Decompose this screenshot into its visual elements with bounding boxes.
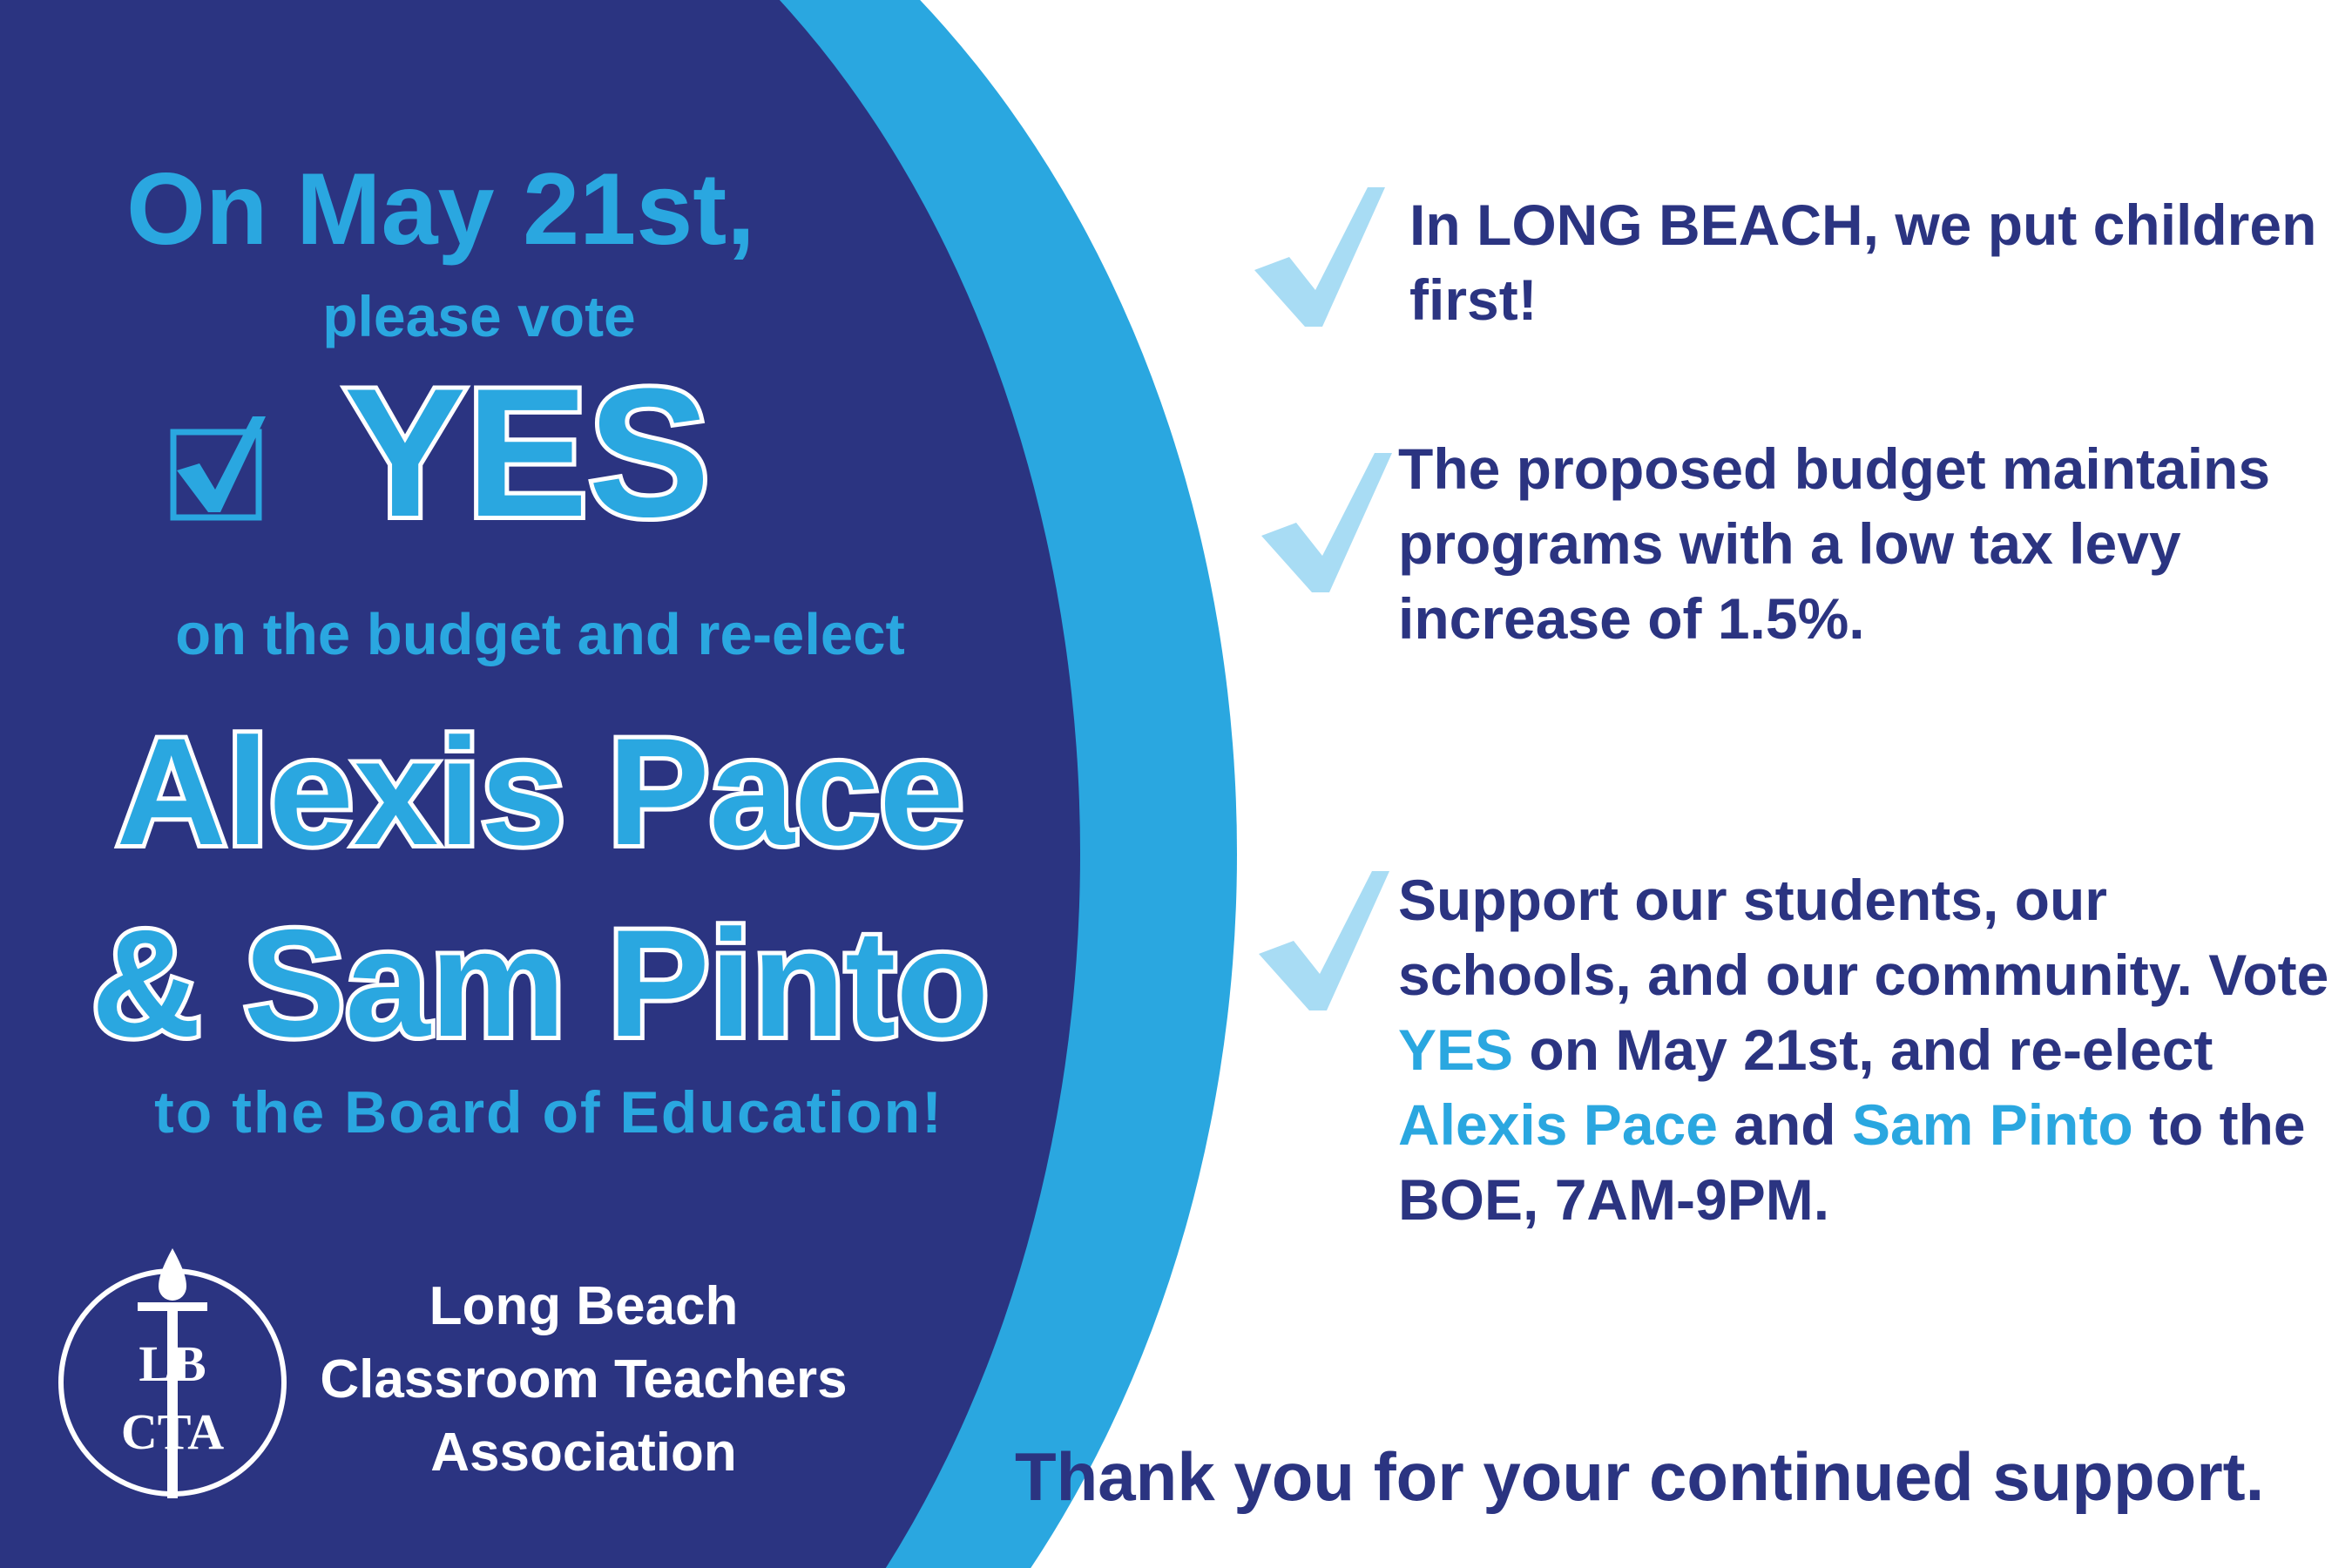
org-name [287, 1270, 880, 1490]
bullet-children-first [1409, 187, 2324, 337]
bullet3-text-2: on May 21st, and re-elect [1513, 1017, 2213, 1082]
yes-row [170, 350, 780, 555]
sam-pinto-highlight: Sam Pinto [1851, 1092, 2133, 1157]
yes-highlight: YES [1398, 1017, 1514, 1082]
checkmark-icon [1261, 453, 1392, 592]
checked-box-icon [170, 409, 266, 523]
bullet3-text-3: and [1717, 1092, 1852, 1157]
date-heading: On May 21st, [126, 152, 755, 266]
bullet3-text-4: to the BOE, 7AM-9PM. [1398, 1092, 2306, 1232]
bullet1-text-end: , we put children first! [1409, 193, 2317, 332]
candidate-alexis-pace: Alexis Pace [116, 707, 964, 877]
logo-letters-bottom: CTA [120, 1403, 225, 1460]
yes-heading: YES [344, 350, 711, 555]
bullet-budget: The proposed budget maintains programs with a low tax levy increase of 1.5%. [1398, 436, 2271, 651]
org-name-line-1: Long Beach [429, 1276, 739, 1336]
thank-you-text: Thank you for your continued support. [1015, 1438, 2265, 1515]
checkmark-icon [1259, 871, 1389, 1010]
org-name-line-2: Classroom Teachers [320, 1349, 848, 1409]
bullet-support [1398, 862, 2339, 1237]
bullet3-text-1: Support our students, our schools, and our community. Vote [1398, 868, 2329, 1007]
alexis-pace-highlight: Alexis Pace [1398, 1092, 1718, 1157]
bullet1-text: In [1409, 193, 1477, 257]
candidate-sam-pinto: & Sam Pinto [91, 899, 990, 1069]
org-name-line-3: Association [430, 1423, 737, 1483]
please-vote-text: please vote [322, 284, 636, 348]
lbcta-logo-icon [51, 1241, 294, 1503]
checkmark-icon [1254, 187, 1385, 327]
budget-reelect-text: on the budget and re-elect [175, 602, 905, 667]
long-beach-highlight: LONG BEACH [1477, 193, 1863, 257]
board-of-education-text: to the Board of Education! [154, 1079, 943, 1146]
logo-letters-top: LB [139, 1335, 206, 1392]
